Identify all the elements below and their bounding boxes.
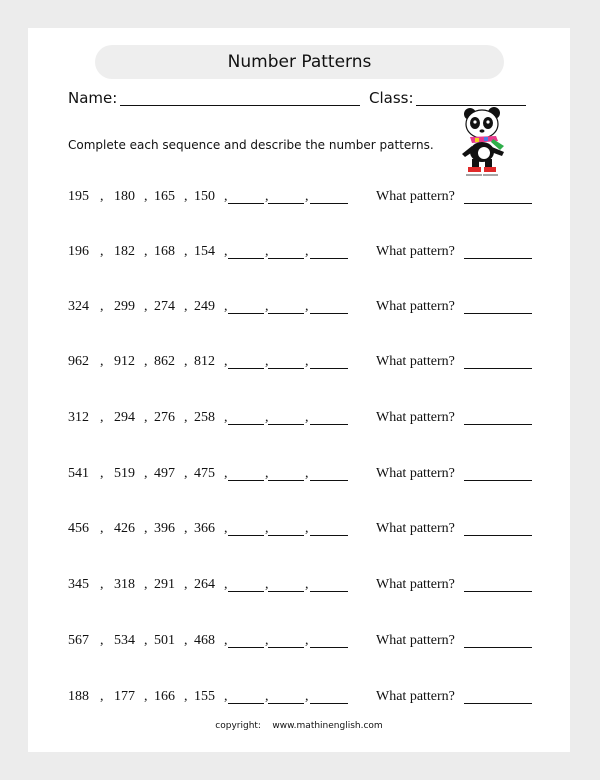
separator: , (184, 299, 188, 314)
separator: , (305, 244, 309, 259)
separator: , (224, 299, 228, 314)
sequence-number: 345 (68, 577, 89, 592)
sequence-number: 456 (68, 521, 89, 536)
sequence-number: 299 (114, 299, 135, 314)
answer-blank[interactable] (310, 703, 348, 704)
answer-blank[interactable] (228, 591, 264, 592)
separator: , (224, 689, 228, 704)
pattern-answer-line[interactable] (464, 258, 532, 259)
separator: , (305, 354, 309, 369)
separator: , (224, 633, 228, 648)
separator: , (224, 354, 228, 369)
pattern-answer-line[interactable] (464, 647, 532, 648)
answer-blank[interactable] (228, 535, 264, 536)
sequence-row-7 (68, 521, 538, 541)
answer-blank[interactable] (310, 313, 348, 314)
sequence-row-6 (68, 466, 538, 486)
separator: , (224, 189, 228, 204)
sequence-row-5 (68, 410, 538, 430)
answer-blank[interactable] (228, 258, 264, 259)
answer-blank[interactable] (228, 647, 264, 648)
pattern-answer-line[interactable] (464, 703, 532, 704)
sequence-row-2 (68, 244, 538, 264)
answer-blank[interactable] (310, 258, 348, 259)
sequence-number: 567 (68, 633, 89, 648)
sequence-number: 541 (68, 466, 89, 481)
what-pattern-label: What pattern? (376, 244, 455, 259)
separator: , (144, 244, 148, 259)
what-pattern-label: What pattern? (376, 410, 455, 425)
separator: , (184, 354, 188, 369)
separator: , (144, 410, 148, 425)
answer-blank[interactable] (268, 535, 304, 536)
separator: , (144, 689, 148, 704)
separator: , (265, 577, 269, 592)
answer-blank[interactable] (228, 203, 264, 204)
name-line[interactable] (120, 89, 360, 106)
sequence-number: 249 (194, 299, 215, 314)
sequence-number: 180 (114, 189, 135, 204)
answer-blank[interactable] (310, 203, 348, 204)
sequence-number: 366 (194, 521, 215, 536)
sequence-number: 426 (114, 521, 135, 536)
name-label: Name: (68, 89, 118, 107)
separator: , (100, 354, 104, 369)
separator: , (224, 577, 228, 592)
separator: , (100, 577, 104, 592)
sequence-number: 324 (68, 299, 89, 314)
sequence-number: 396 (154, 521, 175, 536)
pattern-answer-line[interactable] (464, 203, 532, 204)
separator: , (265, 410, 269, 425)
sequence-number: 150 (194, 189, 215, 204)
answer-blank[interactable] (228, 424, 264, 425)
sequence-row-10 (68, 689, 538, 709)
worksheet-page (28, 28, 570, 752)
separator: , (265, 354, 269, 369)
separator: , (184, 689, 188, 704)
class-label: Class: (369, 89, 414, 107)
separator: , (224, 410, 228, 425)
site-link[interactable]: www.mathinenglish.com (272, 721, 383, 731)
pattern-answer-line[interactable] (464, 591, 532, 592)
separator: , (184, 633, 188, 648)
separator: , (224, 466, 228, 481)
answer-blank[interactable] (310, 647, 348, 648)
sequence-number: 166 (154, 689, 175, 704)
separator: , (305, 466, 309, 481)
answer-blank[interactable] (228, 703, 264, 704)
sequence-row-1 (68, 189, 538, 209)
separator: , (100, 521, 104, 536)
sequence-number: 258 (194, 410, 215, 425)
copyright-label: copyright: (215, 721, 261, 731)
answer-blank[interactable] (268, 480, 304, 481)
separator: , (305, 299, 309, 314)
answer-blank[interactable] (268, 368, 304, 369)
what-pattern-label: What pattern? (376, 577, 455, 592)
page-title: Number Patterns (95, 45, 504, 79)
separator: , (184, 244, 188, 259)
separator: , (184, 189, 188, 204)
separator: , (265, 466, 269, 481)
separator: , (144, 521, 148, 536)
separator: , (100, 244, 104, 259)
sequence-number: 155 (194, 689, 215, 704)
sequence-row-4 (68, 354, 538, 374)
answer-blank[interactable] (228, 480, 264, 481)
separator: , (224, 244, 228, 259)
answer-blank[interactable] (268, 591, 304, 592)
sequence-number: 312 (68, 410, 89, 425)
separator: , (184, 410, 188, 425)
separator: , (305, 577, 309, 592)
what-pattern-label: What pattern? (376, 299, 455, 314)
what-pattern-label: What pattern? (376, 354, 455, 369)
sequence-number: 318 (114, 577, 135, 592)
separator: , (265, 189, 269, 204)
pattern-answer-line[interactable] (464, 424, 532, 425)
answer-blank[interactable] (268, 703, 304, 704)
sequence-number: 812 (194, 354, 215, 369)
sequence-number: 534 (114, 633, 135, 648)
sequence-number: 165 (154, 189, 175, 204)
what-pattern-label: What pattern? (376, 689, 455, 704)
sequence-number: 264 (194, 577, 215, 592)
sequence-number: 962 (68, 354, 89, 369)
separator: , (144, 577, 148, 592)
sequence-number: 497 (154, 466, 175, 481)
answer-blank[interactable] (310, 591, 348, 592)
sequence-number: 168 (154, 244, 175, 259)
class-line[interactable] (416, 89, 526, 106)
sequence-number: 519 (114, 466, 135, 481)
sequence-number: 294 (114, 410, 135, 425)
separator: , (224, 521, 228, 536)
sequence-number: 182 (114, 244, 135, 259)
pattern-answer-line[interactable] (464, 535, 532, 536)
skating-panda-icon (460, 106, 510, 178)
sequence-number: 862 (154, 354, 175, 369)
sequence-row-9 (68, 633, 538, 653)
separator: , (144, 189, 148, 204)
pattern-answer-line[interactable] (464, 480, 532, 481)
separator: , (184, 466, 188, 481)
separator: , (265, 299, 269, 314)
what-pattern-label: What pattern? (376, 189, 455, 204)
answer-blank[interactable] (268, 203, 304, 204)
sequence-number: 468 (194, 633, 215, 648)
what-pattern-label: What pattern? (376, 466, 455, 481)
separator: , (144, 466, 148, 481)
separator: , (100, 689, 104, 704)
answer-blank[interactable] (310, 480, 348, 481)
sequence-number: 291 (154, 577, 175, 592)
sequence-row-8 (68, 577, 538, 597)
sequence-number: 475 (194, 466, 215, 481)
answer-blank[interactable] (268, 258, 304, 259)
separator: , (305, 189, 309, 204)
separator: , (265, 521, 269, 536)
separator: , (305, 689, 309, 704)
separator: , (265, 689, 269, 704)
pattern-answer-line[interactable] (464, 313, 532, 314)
answer-blank[interactable] (228, 368, 264, 369)
separator: , (265, 633, 269, 648)
separator: , (100, 299, 104, 314)
separator: , (305, 410, 309, 425)
separator: , (100, 633, 104, 648)
answer-blank[interactable] (268, 647, 304, 648)
sequence-number: 188 (68, 689, 89, 704)
sequence-row-3 (68, 299, 538, 319)
separator: , (144, 299, 148, 314)
separator: , (265, 244, 269, 259)
answer-blank[interactable] (228, 313, 264, 314)
sequence-number: 912 (114, 354, 135, 369)
answer-blank[interactable] (310, 368, 348, 369)
sequence-number: 501 (154, 633, 175, 648)
sequence-number: 154 (194, 244, 215, 259)
separator: , (100, 466, 104, 481)
sequence-number: 177 (114, 689, 135, 704)
footer (28, 721, 570, 731)
separator: , (144, 354, 148, 369)
separator: , (100, 410, 104, 425)
pattern-answer-line[interactable] (464, 368, 532, 369)
instructions: Complete each sequence and describe the number patterns. (68, 138, 434, 152)
sequence-number: 274 (154, 299, 175, 314)
sequence-number: 196 (68, 244, 89, 259)
what-pattern-label: What pattern? (376, 633, 455, 648)
what-pattern-label: What pattern? (376, 521, 455, 536)
answer-blank[interactable] (268, 424, 304, 425)
separator: , (144, 633, 148, 648)
sequence-number: 195 (68, 189, 89, 204)
answer-blank[interactable] (310, 424, 348, 425)
separator: , (305, 521, 309, 536)
separator: , (184, 521, 188, 536)
separator: , (305, 633, 309, 648)
answer-blank[interactable] (310, 535, 348, 536)
answer-blank[interactable] (268, 313, 304, 314)
separator: , (100, 189, 104, 204)
sequence-number: 276 (154, 410, 175, 425)
separator: , (184, 577, 188, 592)
